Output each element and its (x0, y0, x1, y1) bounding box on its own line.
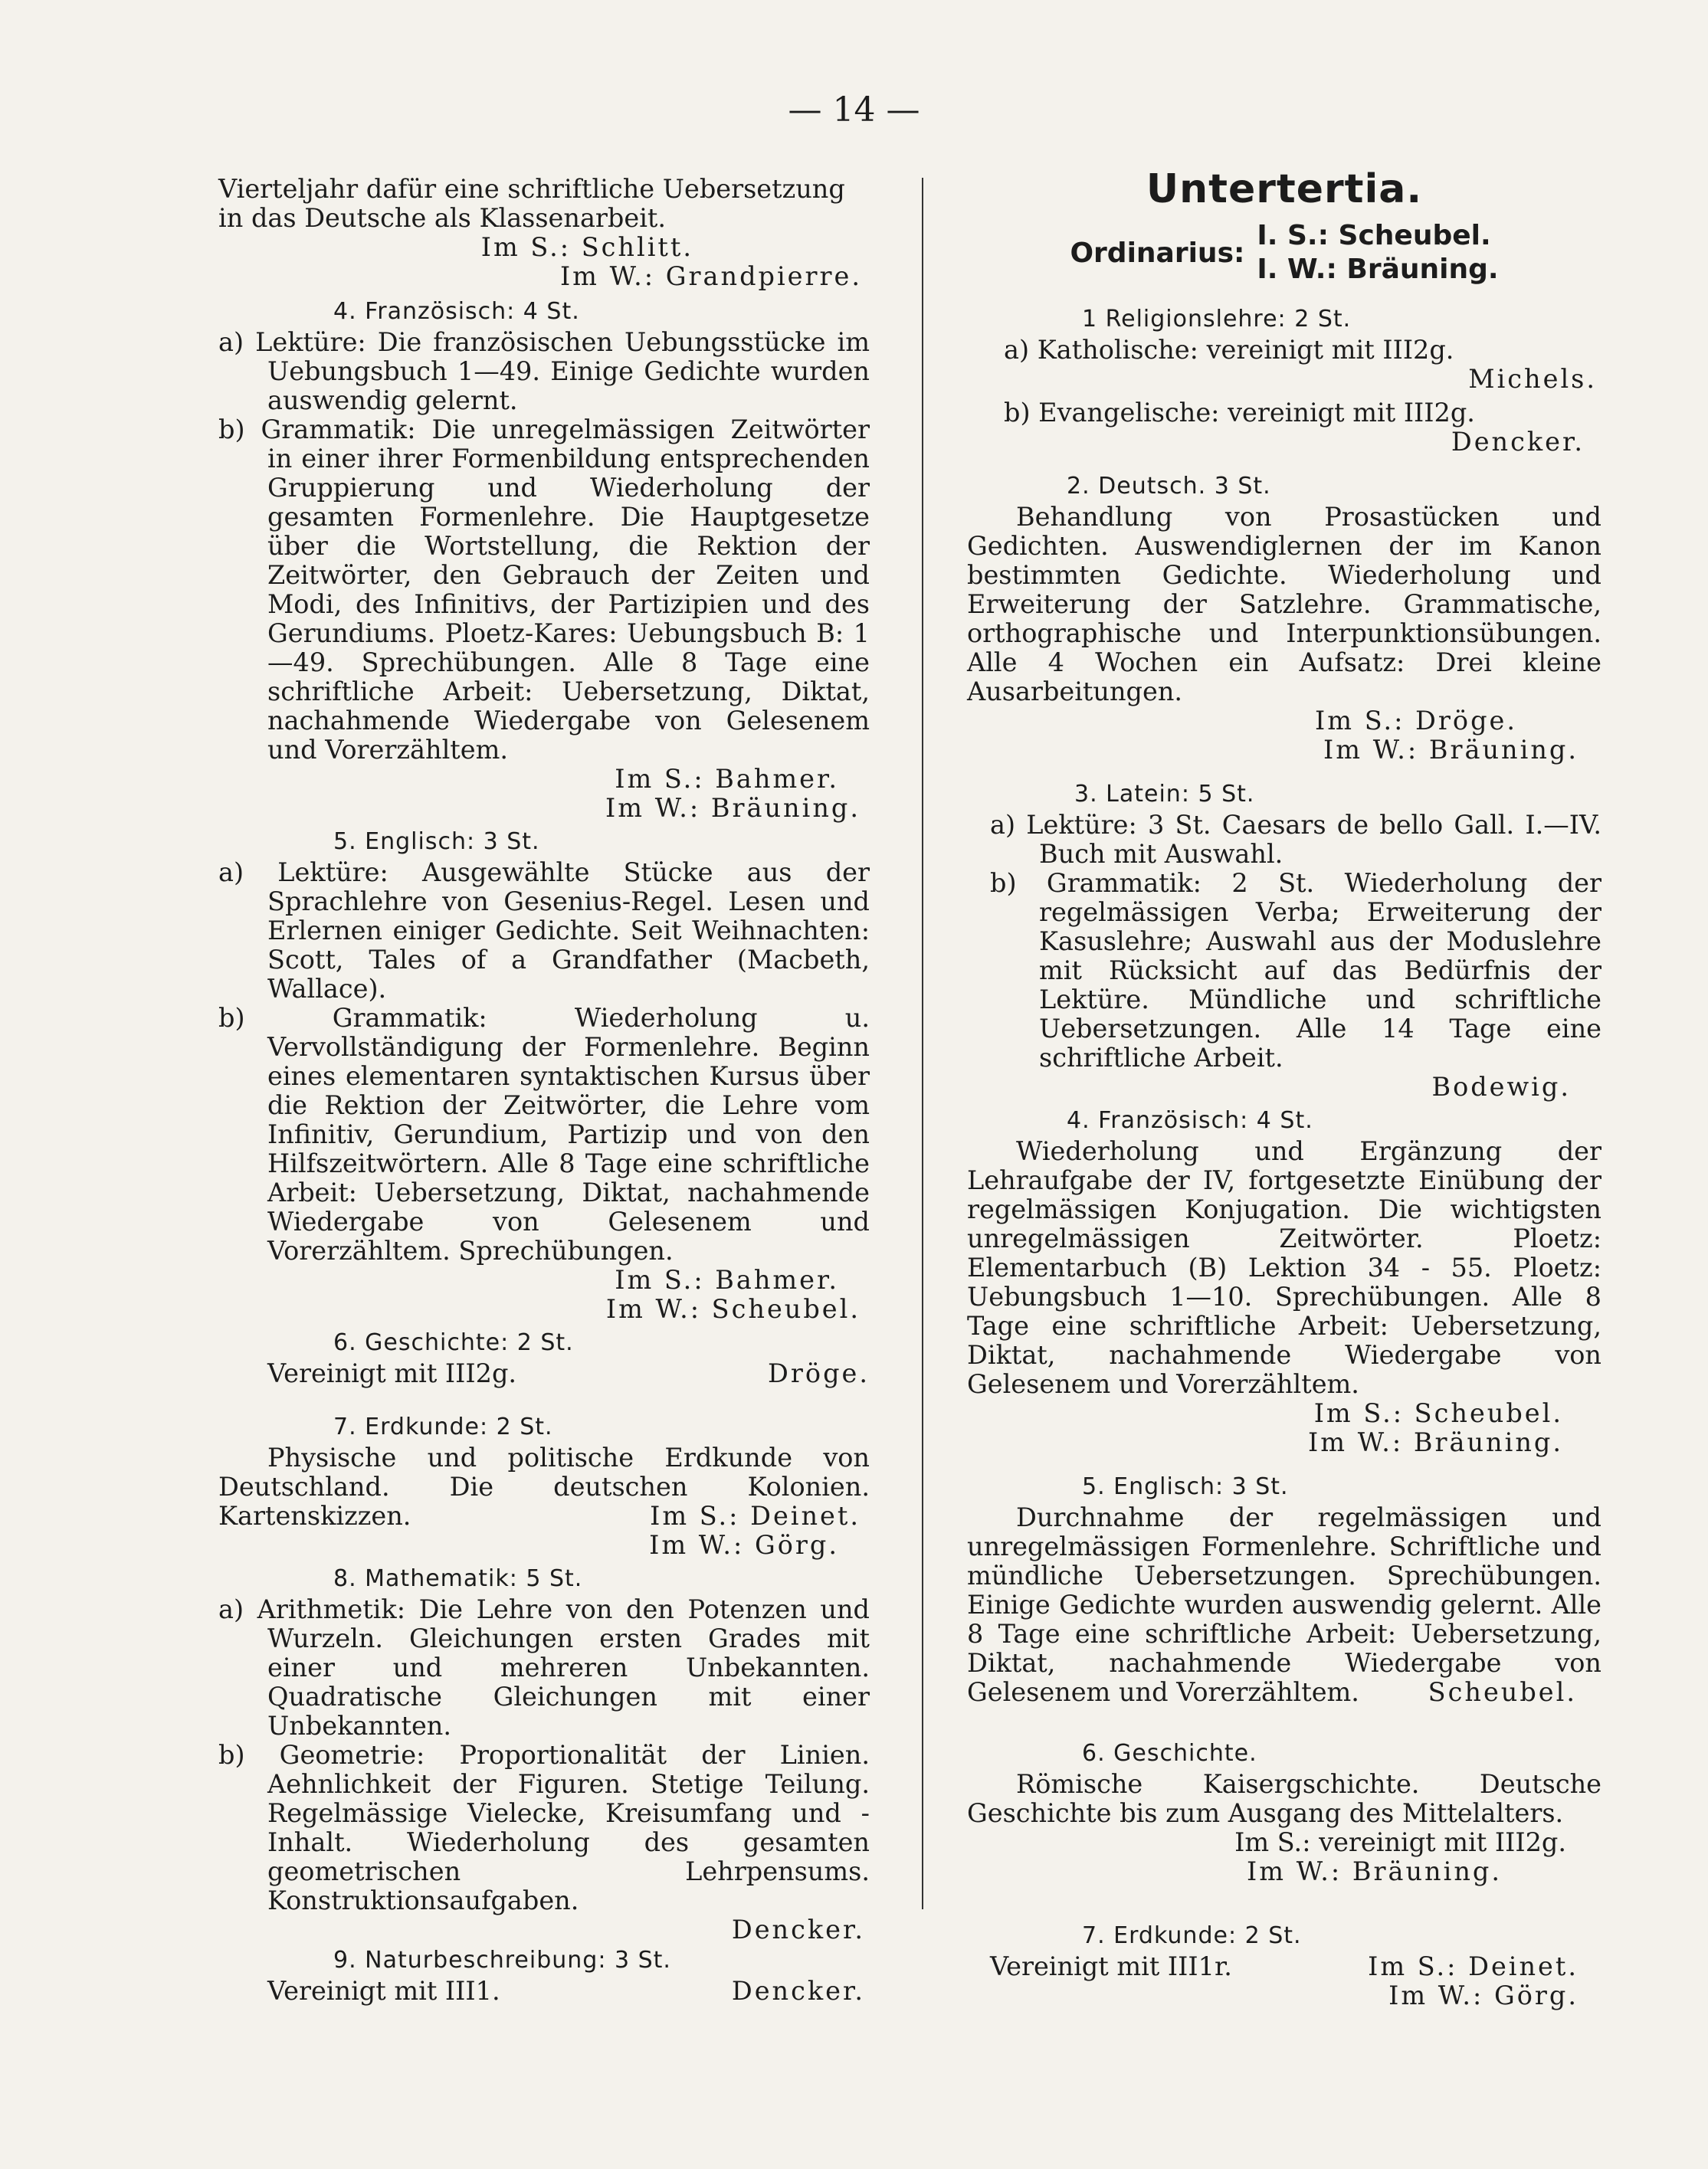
paragraph: b) Geometrie: Proportionalität der Linien. Aehnlichkeit der Figuren. Stetige Teilung. Regelmässige Vielecke, Kreisumfang und -Inhalt. Wiederholung des gesamten geometrischen Lehrpensums. Konstruktionsaufgaben. (218, 1740, 870, 1915)
ordinarius-summer: I. S.: Scheubel. (1257, 220, 1491, 251)
signature: Dencker. (731, 1915, 865, 1945)
signature: Im W.: Scheubel. (605, 1294, 861, 1324)
left-column (218, 175, 870, 2006)
signature: Im W.: Görg. (649, 1530, 839, 1560)
paragraph (218, 1977, 870, 2006)
signature: Michels. (1468, 364, 1597, 394)
section-heading: 4. Französisch: 4 St. (333, 298, 580, 325)
signature: Im W.: Görg. (1388, 1981, 1579, 2010)
paragraph: b) Grammatik: 2 St. Wiederholung der regelmässigen Verba; Erweiterung der Kasuslehre; Auswahl aus der Moduslehre mit Rücksicht auf das Bedürfnis der Lektüre. Mündliche und schriftliche Uebersetzungen. Alle 14 Tage eine schriftliche Arbeit. (990, 868, 1601, 1073)
paragraph: a) Lektüre: 3 St. Caesars de bello Gall. I.—IV. Buch mit Auswahl. (990, 810, 1601, 869)
paragraph: Römische Kaisergschichte. Deutsche Geschichte bis zum Ausgang des Mittelalters. (967, 1769, 1601, 1828)
section-heading: 9. Naturbeschreibung: 3 St. (333, 1947, 671, 1974)
section-heading: 1 Religionslehre: 2 St. (1082, 306, 1352, 333)
signature: Im S.: Schlitt. (480, 232, 693, 262)
signature: Bodewig. (1431, 1072, 1571, 1102)
signature: Im S.: vereinigt mit III2g. (1234, 1827, 1566, 1857)
section-heading: 6. Geschichte. (1082, 1740, 1257, 1767)
signature: Im S.: Scheubel. (1313, 1398, 1563, 1428)
ordinarius-block (967, 219, 1601, 287)
ordinarius-label: Ordinarius: (1070, 237, 1245, 269)
signature: Im W.: Bräuning. (1323, 735, 1579, 765)
section-heading: 2. Deutsch. 3 St. (1067, 473, 1271, 500)
signature: Im W.: Bräuning. (1308, 1427, 1563, 1457)
section-heading: 5. Englisch: 3 St. (333, 828, 540, 855)
paragraph-text: Vereinigt mit III1r. (990, 1951, 1232, 1981)
paragraph: a) Lektüre: Ausgewählte Stücke aus der Sprachlehre von Gesenius-Regel. Lesen und Erlernen einiger Gedichte. Seit Weihnachten: Scott, Tales of a Grandfather (Macbeth, Wallace). (218, 857, 870, 1004)
paragraph: b) Grammatik: Die unregelmässigen Zeitwörter in einer ihrer Formenbildung entsprechenden Gruppierung und Wiederholung der gesamten Formenlehre. Die Hauptgesetze über die Wortstellung, die Rektion der Zeitwörter, den Gebrauch der Zeiten und Modi, des Infinitivs, der Partizipien und des Gerundiums. Ploetz-Kares: Uebungsbuch B: 1—49. Sprechübungen. Alle 8 Tage eine schriftliche Arbeit: Uebersetzung, Diktat, nachahmende Wiedergabe von Gelesenem und Vorerzähltem. (218, 414, 870, 765)
section-heading: 7. Erdkunde: 2 St. (333, 1414, 553, 1440)
paragraph: a) Lektüre: Die französischen Uebungsstücke im Uebungsbuch 1—49. Einige Gedichte wurden auswendig gelernt. (218, 327, 870, 415)
paragraph: Behandlung von Prosastücken und Gedichten. Auswendiglernen der im Kanon bestimmten Gedichte. Wiederholung und Erweiterung der Satzlehre. Grammatische, orthographische und Interpunktionsübungen. Alle 4 Wochen ein Aufsatz: Drei kleine Ausarbeitungen. (967, 502, 1601, 706)
signature: Dröge. (768, 1358, 870, 1388)
paragraph: Wiederholung und Ergänzung der Lehraufgabe der IV, fortgesetzte Einübung der regelmässigen Konjugation. Die wichtigsten unregelmässigen Zeitwörter. Ploetz: Elementarbuch (B) Lektion 34 - 55. Ploetz: Uebungsbuch 1—10. Sprechübungen. Alle 8 Tage eine schriftliche Arbeit: Uebersetzung, Diktat, nachahmende Wiedergabe von Gelesenem und Vorerzähltem. (967, 1136, 1601, 1399)
section-heading: 7. Erdkunde: 2 St. (1082, 1922, 1302, 1949)
section-heading: 6. Geschichte: 2 St. (333, 1329, 574, 1356)
ordinarius-values (1257, 219, 1498, 287)
signature: Im S.: Deinet. (1368, 1951, 1579, 1981)
column-divider (922, 178, 923, 1909)
signature: Dencker. (1451, 427, 1585, 457)
section-heading: 5. Englisch: 3 St. (1082, 1473, 1289, 1500)
paragraph (218, 1359, 870, 1388)
paragraph-text: Vereinigt mit III2g. (267, 1358, 517, 1388)
signature: Dencker. (731, 1976, 865, 2006)
signature: Im W.: Bräuning. (1247, 1856, 1502, 1886)
paragraph: a) Katholische: vereinigt mit III2g. (1004, 335, 1454, 365)
section-heading: 8. Mathematik: 5 St. (333, 1565, 583, 1592)
intro-line-2: in das Deutsche als Klassenarbeit. (218, 203, 667, 233)
page-number: — 14 — (788, 90, 920, 129)
signature: Im S.: Dröge. (1315, 706, 1517, 736)
signature: Scheubel. (1428, 1677, 1577, 1707)
paragraph-text: Vereinigt mit III1. (267, 1976, 500, 2006)
section-heading: 3. Latein: 5 St. (1074, 781, 1255, 808)
signature: Im W.: Bräuning. (605, 793, 861, 823)
class-title: Untertertia. (1146, 166, 1423, 212)
signature: Im S.: Bahmer. (615, 764, 839, 794)
section-heading: 4. Französisch: 4 St. (1067, 1107, 1313, 1134)
signature: Im S.: Deinet. (650, 1501, 861, 1531)
paragraph: Physische und politische Erdkunde von Deutschland. Die deutschen Kolonien. Kartenskizzen. (218, 1443, 870, 1531)
paragraph: b) Grammatik: Wiederholung u. Vervollständigung der Formenlehre. Beginn eines elementaren syntaktischen Kursus über die Rektion der Zeitwörter, die Lehre vom Infinitiv, Gerundium, Partizip und von den Hilfszeitwörtern. Alle 8 Tage eine schriftliche Arbeit: Uebersetzung, Diktat, nachahmende Wiedergabe von Gelesenem und Vorerzähltem. Sprechübungen. (218, 1003, 870, 1266)
paragraph (967, 1952, 1601, 1981)
intro-line-1: Vierteljahr dafür eine schriftliche Uebersetzung (218, 174, 845, 204)
paragraph: a) Arithmetik: Die Lehre von den Potenzen und Wurzeln. Gleichungen ersten Grades mit einer und mehreren Unbekannten. Quadratische Gleichungen mit einer Unbekannten. (218, 1594, 870, 1741)
right-column (967, 166, 1601, 2010)
paragraph: Durchnahme der regelmässigen und unregelmässigen Formenlehre. Schriftliche und mündliche Uebersetzungen. Sprechübungen. Einige Gedichte wurden auswendig gelernt. Alle 8 Tage eine schriftliche Arbeit: Uebersetzung, Diktat, nachahmende Wiedergabe von Gelesenem und Vorerzähltem. (967, 1502, 1601, 1707)
signature: Im S.: Bahmer. (615, 1265, 839, 1295)
signature: Im W.: Grandpierre. (559, 261, 862, 291)
ordinarius-winter: I. W.: Bräuning. (1257, 254, 1499, 285)
paragraph: b) Evangelische: vereinigt mit III2g. (1004, 398, 1475, 428)
